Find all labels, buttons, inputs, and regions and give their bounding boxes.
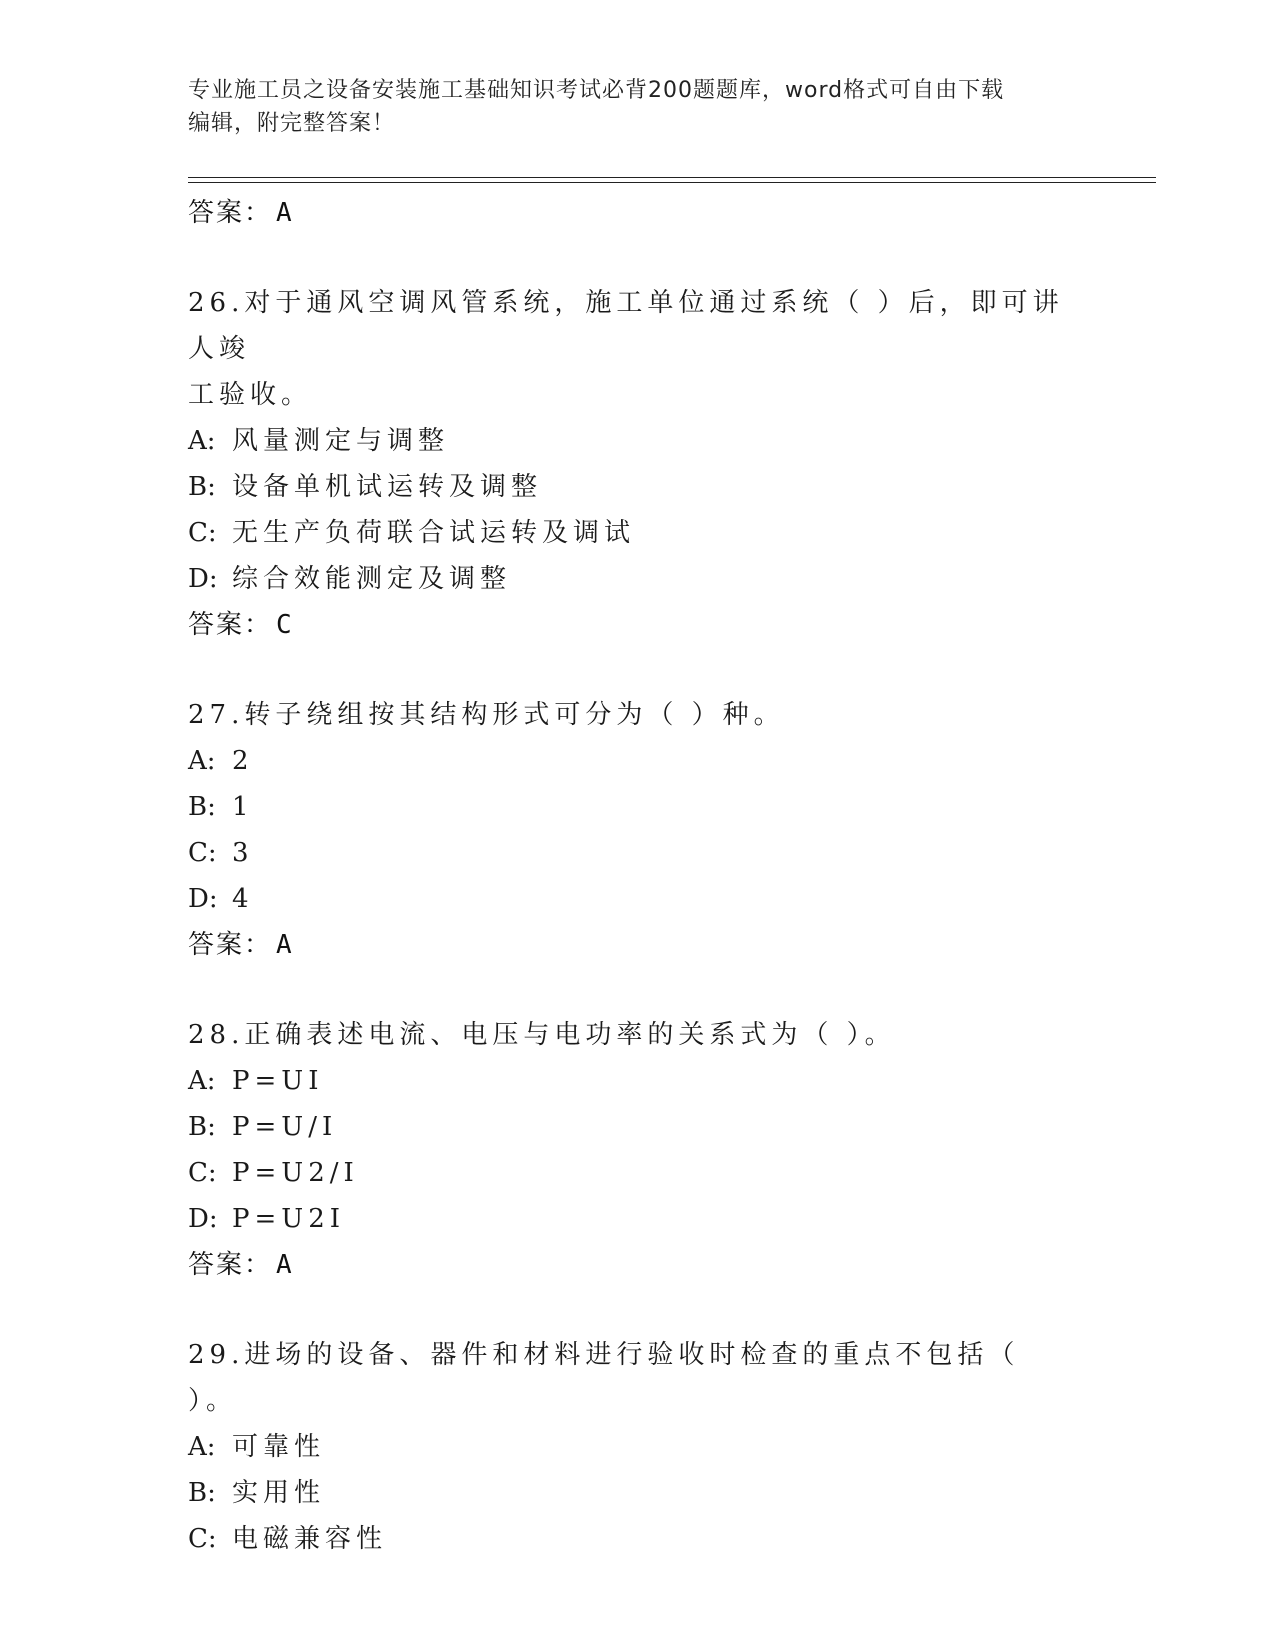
- option-key: D:: [188, 1204, 218, 1234]
- option-key: B:: [188, 1112, 216, 1142]
- answer-line: [188, 922, 1088, 968]
- question-27: [188, 692, 1088, 968]
- option-a: [188, 418, 1088, 464]
- header-line-2: 编辑，附完整答案！: [188, 111, 396, 136]
- page-header: [188, 74, 1088, 140]
- option-b: [188, 1470, 1088, 1516]
- question-title: 29.进场的设备、器件和材料进行验收时检查的重点不包括（ ）。: [188, 1340, 1020, 1416]
- option-key: C:: [188, 838, 217, 868]
- option-a: [188, 738, 1088, 784]
- question-28: [188, 1012, 1088, 1288]
- option-c: [188, 830, 1088, 876]
- answer-label: 答案：: [188, 610, 273, 640]
- option-text: P=U2/I: [232, 1158, 359, 1188]
- option-key: D:: [188, 884, 218, 914]
- question-title: 28.正确表述电流、电压与电功率的关系式为（ ）。: [188, 1020, 896, 1050]
- option-text: 无生产负荷联合试运转及调试: [232, 518, 636, 548]
- header-line-1: 专业施工员之设备安装施工基础知识考试必背200题题库，word格式可自由下载: [188, 78, 1005, 103]
- option-key: A:: [188, 746, 216, 776]
- answer-line: [188, 190, 1088, 236]
- answer-value: A: [276, 1250, 294, 1280]
- question-list: [188, 190, 1088, 1562]
- option-d: [188, 556, 1088, 602]
- option-text: 实用性: [232, 1478, 326, 1508]
- option-text: 电磁兼容性: [232, 1524, 388, 1554]
- question-title-line-2: 工验收。: [188, 380, 313, 410]
- option-a: [188, 1424, 1088, 1470]
- option-text: P=U/I: [232, 1112, 338, 1142]
- option-key: A:: [188, 1066, 216, 1096]
- option-text: P=U2I: [232, 1204, 346, 1234]
- option-text: 4: [232, 884, 254, 914]
- option-text: 综合效能测定及调整: [232, 564, 512, 594]
- answer-line: [188, 602, 1088, 648]
- option-key: C:: [188, 1158, 217, 1188]
- option-c: [188, 1516, 1088, 1562]
- option-key: C:: [188, 1524, 217, 1554]
- option-key: A:: [188, 1432, 216, 1462]
- answer-label: 答案：: [188, 198, 273, 228]
- option-key: D:: [188, 564, 218, 594]
- option-a: [188, 1058, 1088, 1104]
- answer-label: 答案：: [188, 930, 273, 960]
- option-c: [188, 1150, 1088, 1196]
- option-d: [188, 1196, 1088, 1242]
- option-key: C:: [188, 518, 217, 548]
- option-b: [188, 464, 1088, 510]
- answer-label: 答案：: [188, 1250, 273, 1280]
- option-key: A:: [188, 426, 216, 456]
- answer-line: [188, 1242, 1088, 1288]
- answer-value: A: [276, 198, 294, 228]
- question-title: [188, 280, 1068, 418]
- option-text: 风量测定与调整: [232, 426, 450, 456]
- question-29: [188, 1332, 1088, 1562]
- question-26: [188, 280, 1088, 648]
- option-text: 2: [232, 746, 254, 776]
- option-text: 可靠性: [232, 1432, 326, 1462]
- question-title-line-1: 26.对于通风空调风管系统，施工单位通过系统（ ）后，即可讲人竣: [188, 288, 1064, 364]
- option-text: 3: [232, 838, 254, 868]
- header-divider-bottom: [188, 182, 1156, 183]
- header-divider-top: [188, 177, 1156, 178]
- option-b: [188, 784, 1088, 830]
- question-title: 27.转子绕组按其结构形式可分为（ ）种。: [188, 700, 785, 730]
- option-key: B:: [188, 792, 216, 822]
- option-key: B:: [188, 1478, 216, 1508]
- option-key: B:: [188, 472, 216, 502]
- option-d: [188, 876, 1088, 922]
- answer-value: C: [276, 610, 294, 640]
- option-c: [188, 510, 1088, 556]
- answer-value: A: [276, 930, 294, 960]
- option-b: [188, 1104, 1088, 1150]
- option-text: 设备单机试运转及调整: [232, 472, 543, 502]
- option-text: 1: [232, 792, 254, 822]
- option-text: P=UI: [232, 1066, 324, 1096]
